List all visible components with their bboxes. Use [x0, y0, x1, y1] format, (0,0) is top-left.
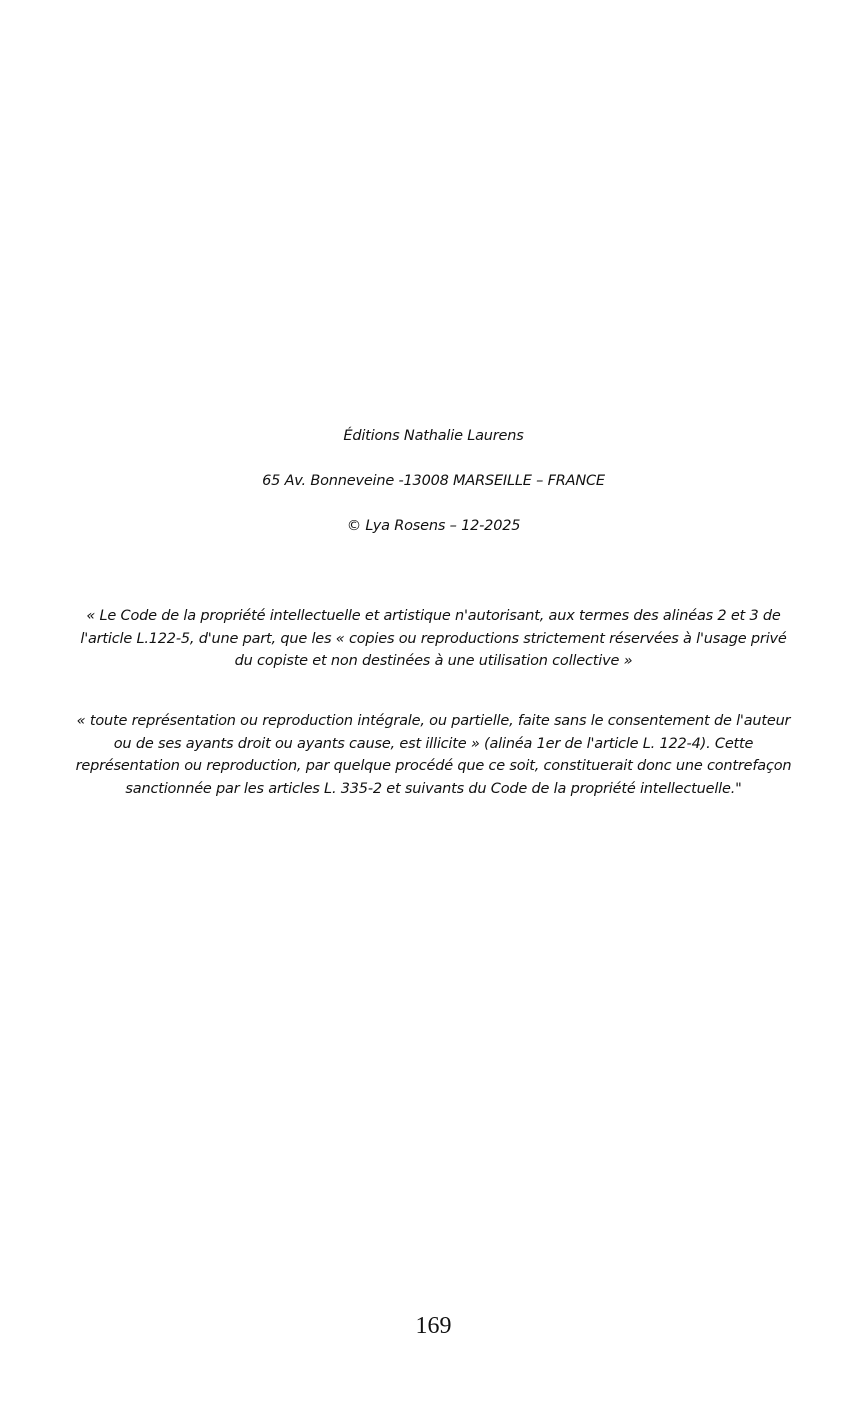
legal-paragraph-1: « Le Code de la propriété intellectuelle et artistique n'autorisant, aux termes des alinéas 2 et 3 de l'article L.122-5, d'une part, que les « copies ou reproductions strictement réservées à l'usage privé du copiste et non destinées à une utilisation collective »	[80, 608, 787, 669]
legal-paragraph-2: « toute représentation ou reproduction intégrale, ou partielle, faite sans le consentement de l'auteur ou de ses ayants droit ou ayants cause, est illicite » (alinéa 1er de l'article L. 122-4). Cette représentation ou reproduction, par quelque procédé que ce soit, constituerait donc une contrefaçon sanctionnée par les articles L. 335-2 et suivants du Code de la propriété intellectuelle."	[75, 713, 792, 797]
publisher-name: Éditions Nathalie Laurens	[343, 428, 524, 444]
publisher-address: 65 Av. Bonneveine -13008 MARSEILLE – FRANCE	[262, 473, 605, 489]
copyright-line: © Lya Rosens – 12-2025	[346, 518, 521, 534]
page-number: 169	[415, 1313, 452, 1339]
